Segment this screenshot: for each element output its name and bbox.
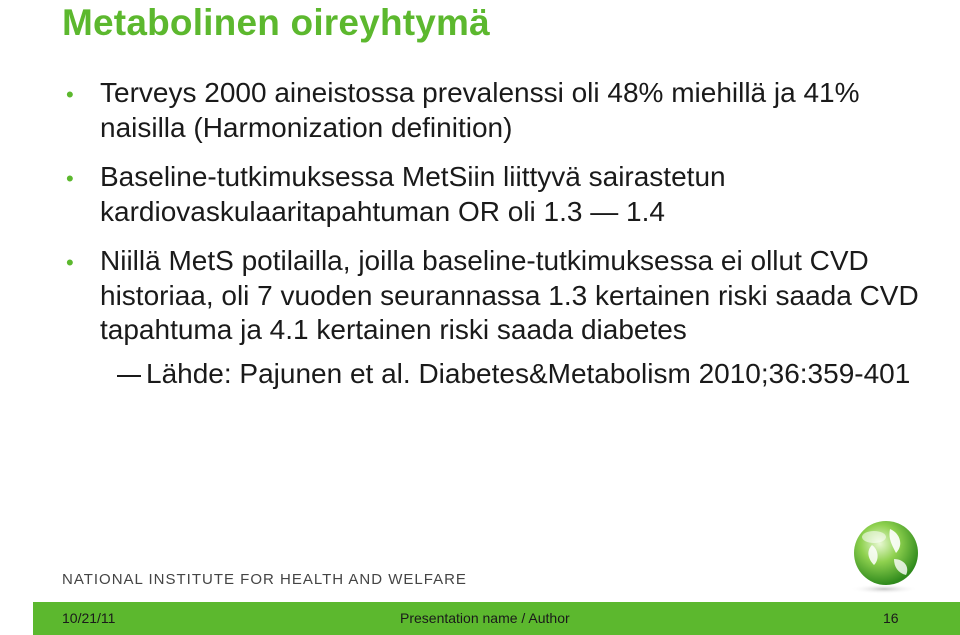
bullet-item [62, 244, 942, 348]
dash-icon [117, 375, 141, 377]
bullet-dot-icon: • [66, 250, 74, 275]
bullet-dot-icon: • [66, 82, 74, 107]
footer-date: 10/21/11 [62, 610, 116, 626]
bullet-list [62, 76, 942, 391]
green-sphere-leaf-logo-icon [834, 515, 930, 595]
footer-page-number: 16 [883, 610, 899, 626]
bullet-item [62, 160, 942, 229]
slide-title: Metabolinen oireyhtymä [62, 2, 490, 43]
bullet-text: Baseline-tutkimuksessa MetSiin liittyvä sairastetun kardiovaskulaaritapahtuman OR oli 1.3 — 1.4 [100, 161, 726, 227]
organization-name: NATIONAL INSTITUTE FOR HEALTH AND WELFARE [62, 571, 467, 588]
bullet-item [62, 76, 942, 145]
bullet-text: Terveys 2000 aineistossa prevalenssi oli 48% miehillä ja 41% naisilla (Harmonization definition) [100, 77, 860, 143]
bullet-dot-icon: • [66, 166, 74, 191]
bullet-text: Niillä MetS potilailla, joilla baseline-tutkimuksessa ei ollut CVD historiaa, oli 7 vuoden seurannassa 1.3 kertainen riski saada CVD tapahtuma ja 4.1 kertainen riski saada diabetes [100, 245, 919, 345]
sub-bullet-item [62, 357, 942, 392]
sub-bullet-text: Lähde: Pajunen et al. Diabetes&Metabolism 2010;36:359-401 [146, 357, 911, 389]
footer-bar [33, 602, 960, 635]
footer-presentation: Presentation name / Author [400, 610, 570, 626]
